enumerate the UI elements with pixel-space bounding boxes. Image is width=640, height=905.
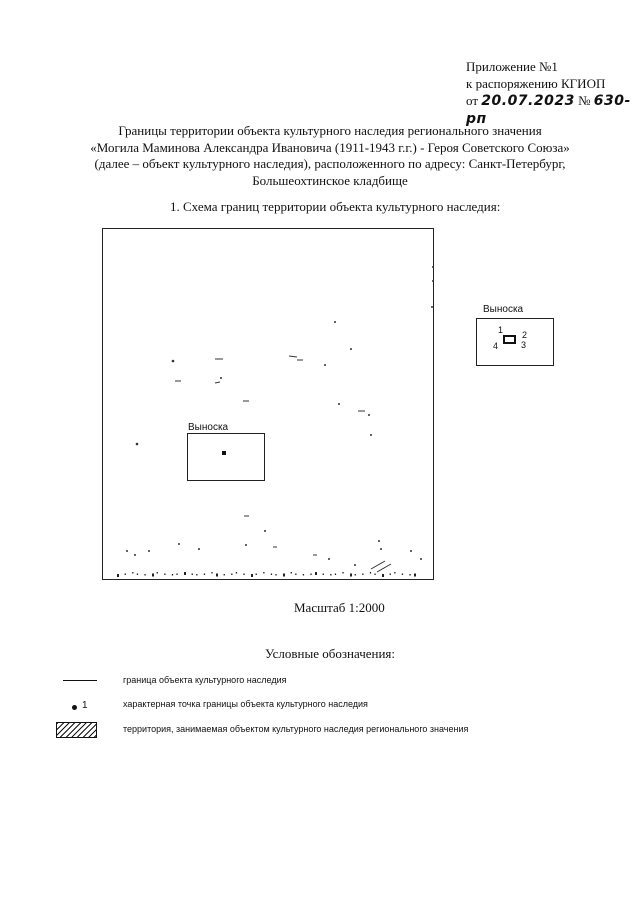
strip-mark	[355, 574, 356, 576]
map-mark	[334, 321, 336, 323]
strip-mark	[224, 574, 225, 576]
strip-mark	[275, 574, 276, 576]
strip-mark	[394, 572, 395, 574]
strip-mark	[192, 574, 193, 576]
strip-mark	[137, 574, 138, 576]
map-mark	[172, 360, 175, 363]
strip-mark	[323, 574, 324, 576]
strip-mark	[362, 574, 363, 576]
point-label-4: 4	[493, 341, 499, 351]
boundary-map	[102, 228, 434, 580]
scale-label: Масштаб 1:2000	[294, 600, 385, 615]
point-label-3: 3	[521, 340, 527, 350]
map-mark	[377, 564, 391, 572]
strip-mark	[342, 572, 343, 574]
strip-mark	[330, 574, 331, 576]
callout-frame	[187, 433, 265, 481]
map-marks	[103, 229, 435, 581]
legend-text-territory: территория, занимаемая объектом культурного наследия регионального значения	[123, 724, 469, 734]
map-mark	[370, 434, 372, 436]
appendix-line2: к распоряжению КГИОП	[466, 76, 606, 91]
strip-mark	[271, 574, 272, 576]
strip-mark	[211, 572, 212, 574]
map-mark	[420, 558, 422, 560]
strip-mark	[216, 574, 218, 577]
strip-mark	[231, 574, 232, 576]
strip-mark	[144, 574, 145, 576]
strip-mark	[256, 574, 257, 576]
appendix-header	[466, 58, 640, 128]
document-title	[40, 123, 620, 189]
handwritten-date: 20.07.2023	[481, 93, 575, 109]
legend-text-boundary: граница объекта культурного наследия	[123, 675, 287, 685]
title-line2: «Могила Маминова Александра Ивановича (1911-1943 г.г.) - Героя Советского Союза»	[90, 139, 570, 155]
handwritten-number: 630-рп	[466, 93, 631, 127]
title-line3: (далее – объект культурного наследия), расположенного по адресу: Санкт-Петербург,	[94, 156, 566, 171]
legend-text-point: характерная точка границы объекта культурного наследия	[123, 699, 368, 709]
map-mark	[371, 561, 385, 569]
map-mark	[350, 348, 352, 350]
strip-mark	[157, 572, 158, 574]
strip-mark	[176, 574, 177, 576]
grave-plot-outline	[503, 335, 516, 344]
side-callout-label: Выноска	[483, 304, 524, 315]
strip-mark	[335, 574, 336, 576]
map-mark	[178, 543, 180, 545]
strip-mark	[350, 574, 352, 577]
strip-mark	[152, 574, 154, 577]
strip-mark	[390, 574, 391, 576]
map-mark	[136, 443, 139, 446]
legend-item-territory	[0, 722, 640, 738]
strip-mark	[370, 572, 371, 574]
strip-mark	[409, 574, 410, 576]
strip-mark	[184, 572, 186, 575]
strip-mark	[295, 574, 296, 576]
hatch-symbol	[56, 722, 97, 738]
boundary-line-symbol	[63, 680, 97, 681]
strip-mark	[382, 574, 384, 577]
legend-item-point	[0, 699, 640, 715]
map-mark	[215, 382, 220, 383]
point-label-1: 1	[498, 325, 504, 335]
map-mark	[368, 414, 370, 416]
title-line4: Большеохтинское кладбище	[252, 172, 408, 188]
strip-mark	[263, 572, 264, 574]
map-mark	[245, 544, 247, 546]
bottom-parcel-strip	[117, 572, 416, 577]
strip-mark	[164, 574, 165, 576]
map-mark	[328, 558, 330, 560]
object-location-marker	[222, 451, 226, 455]
map-mark	[264, 530, 266, 532]
map-mark	[354, 564, 356, 566]
map-mark	[432, 280, 434, 282]
strip-mark	[251, 574, 253, 577]
date-prefix: от	[466, 93, 479, 108]
map-mark	[148, 550, 150, 552]
strip-mark	[236, 572, 237, 574]
strip-mark	[196, 574, 197, 576]
strip-mark	[283, 574, 285, 577]
strip-mark	[303, 574, 304, 576]
strip-mark	[291, 572, 292, 574]
legend-title: Условные обозначения:	[265, 646, 396, 661]
map-mark	[431, 306, 433, 308]
strip-mark	[172, 574, 173, 576]
strip-mark	[243, 574, 244, 576]
strip-mark	[132, 572, 133, 574]
number-prefix: №	[578, 93, 591, 108]
map-mark	[126, 550, 128, 552]
map-mark	[198, 548, 200, 550]
map-mark	[380, 548, 382, 550]
point-label-2: 2	[522, 330, 528, 340]
map-mark	[432, 266, 434, 268]
strip-mark	[374, 574, 375, 576]
title-line1: Границы территории объекта культурного наследия регионального значения	[118, 123, 542, 138]
map-mark	[324, 364, 326, 366]
strip-mark	[310, 574, 311, 576]
strip-mark	[315, 572, 317, 575]
point-symbol-number: 1	[82, 700, 88, 711]
legend-item-boundary	[0, 674, 640, 690]
map-mark	[410, 550, 412, 552]
map-mark	[289, 356, 297, 357]
map-mark	[378, 540, 380, 542]
section-heading: 1. Схема границ территории объекта культурного наследия:	[170, 199, 501, 214]
appendix-line1: Приложение №1	[466, 59, 558, 74]
strip-mark	[204, 574, 205, 576]
map-mark	[220, 377, 222, 379]
point-symbol	[72, 705, 77, 710]
map-mark	[134, 554, 136, 556]
strip-mark	[125, 574, 126, 576]
strip-mark	[117, 574, 119, 577]
callout-label: Выноска	[188, 422, 229, 433]
map-mark	[338, 403, 340, 405]
strip-mark	[414, 574, 416, 577]
strip-mark	[402, 574, 403, 576]
